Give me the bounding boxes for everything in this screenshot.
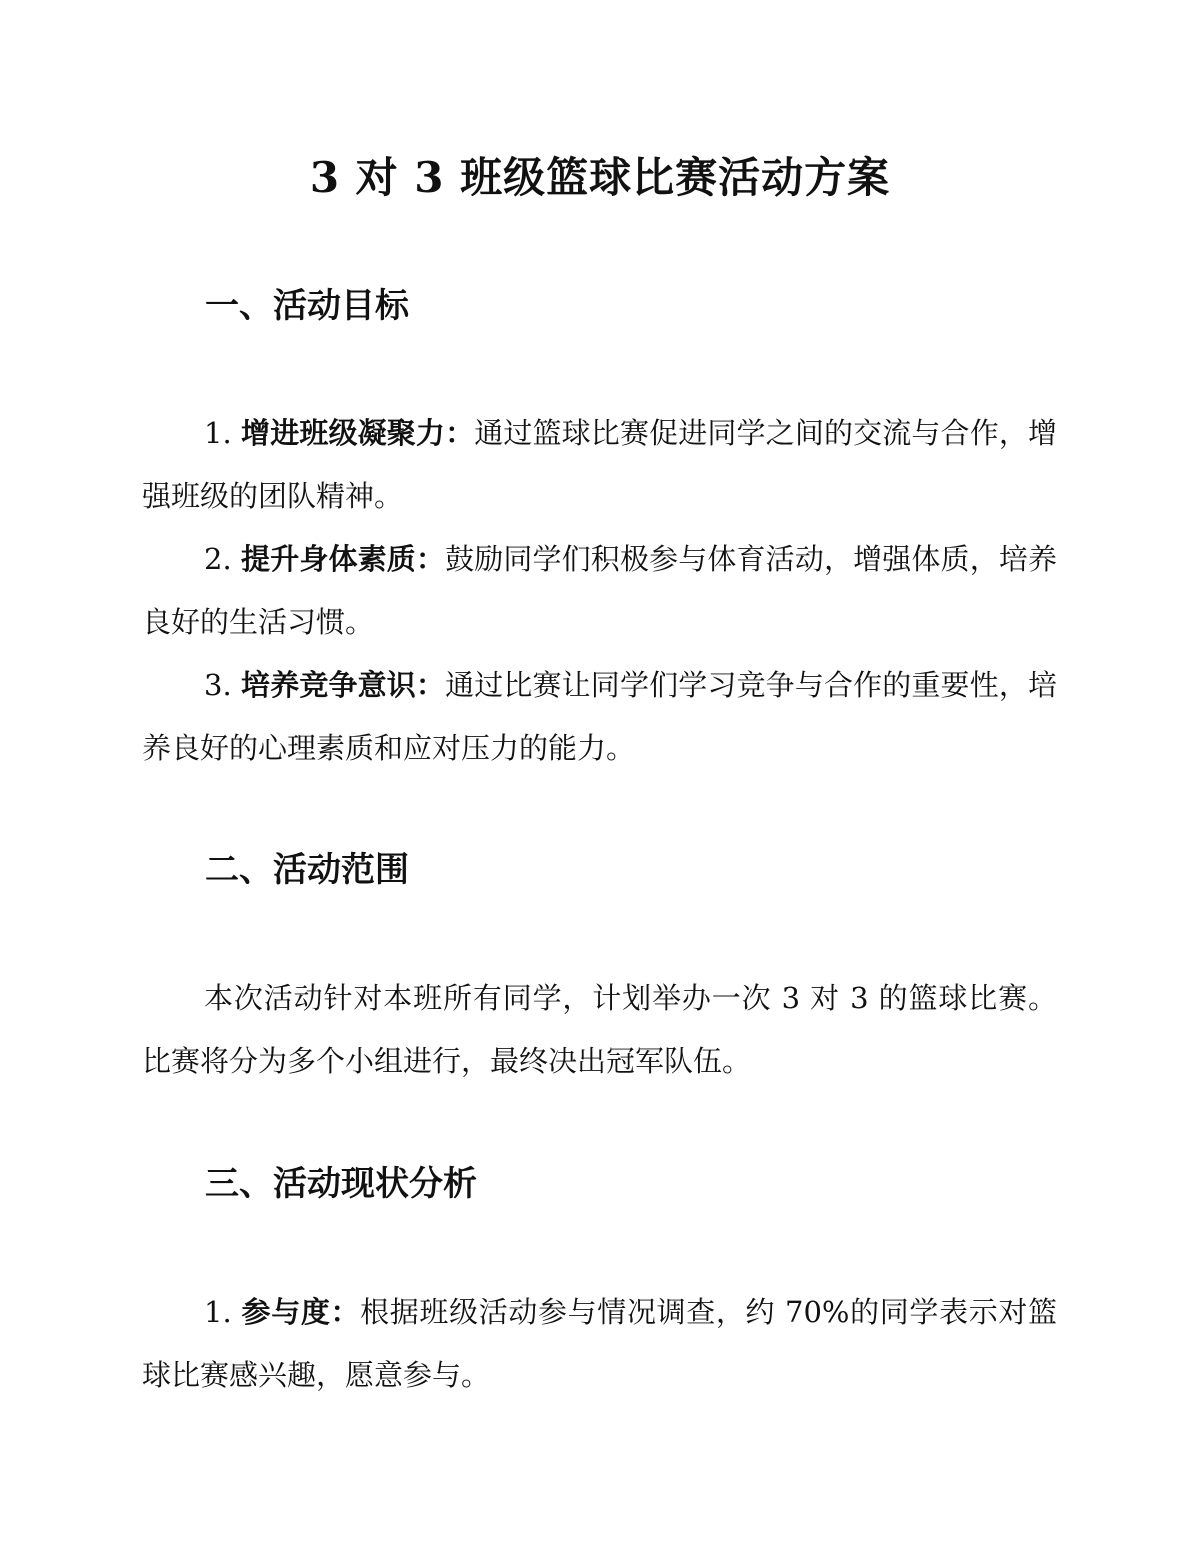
section-heading-analysis: 三、活动现状分析 [205,1164,477,1204]
goal-item-3-text: 通过比赛让同学们学习竞争与合作的重要性，培养良好的心理素质和应对压力的能力。 [142,668,1057,765]
goal-item-1-text: 通过篮球比赛促进同学之间的交流与合作，增强班级的团队精神。 [142,416,1057,513]
goal-item-2-text: 鼓励同学们积极参与体育活动，增强体质，培养良好的生活习惯。 [142,542,1057,639]
goal-item-2-lead: 提升身体素质： [241,542,446,576]
document-title: 3 对 3 班级篮球比赛活动方案 [309,153,891,202]
goal-item-2-number: 2. [204,542,242,576]
goal-item-1-lead: 增进班级凝聚力： [241,416,475,450]
scope-paragraph: 本次活动针对本班所有同学，计划举办一次 3 对 3 的篮球比赛。比赛将分为多个小组进行，最终决出冠军队伍。 [142,981,1057,1078]
goal-item-3-number: 3. [204,668,242,702]
goal-item-2 [142,528,1057,654]
analysis-item-1-number: 1. [204,1295,242,1329]
section-heading-goals: 一、活动目标 [205,286,409,326]
analysis-item-1-lead: 参与度： [241,1295,361,1329]
goal-item-3-lead: 培养竞争意识： [241,668,446,702]
goal-item-3 [142,654,1057,780]
analysis-item-1 [142,1281,1057,1407]
analysis-item-1-text: 根据班级活动参与情况调查，约 70%的同学表示对篮球比赛感兴趣，愿意参与。 [142,1295,1057,1392]
goal-item-1 [142,402,1057,528]
goal-item-1-number: 1. [204,416,242,450]
section-heading-scope: 二、活动范围 [205,850,409,890]
